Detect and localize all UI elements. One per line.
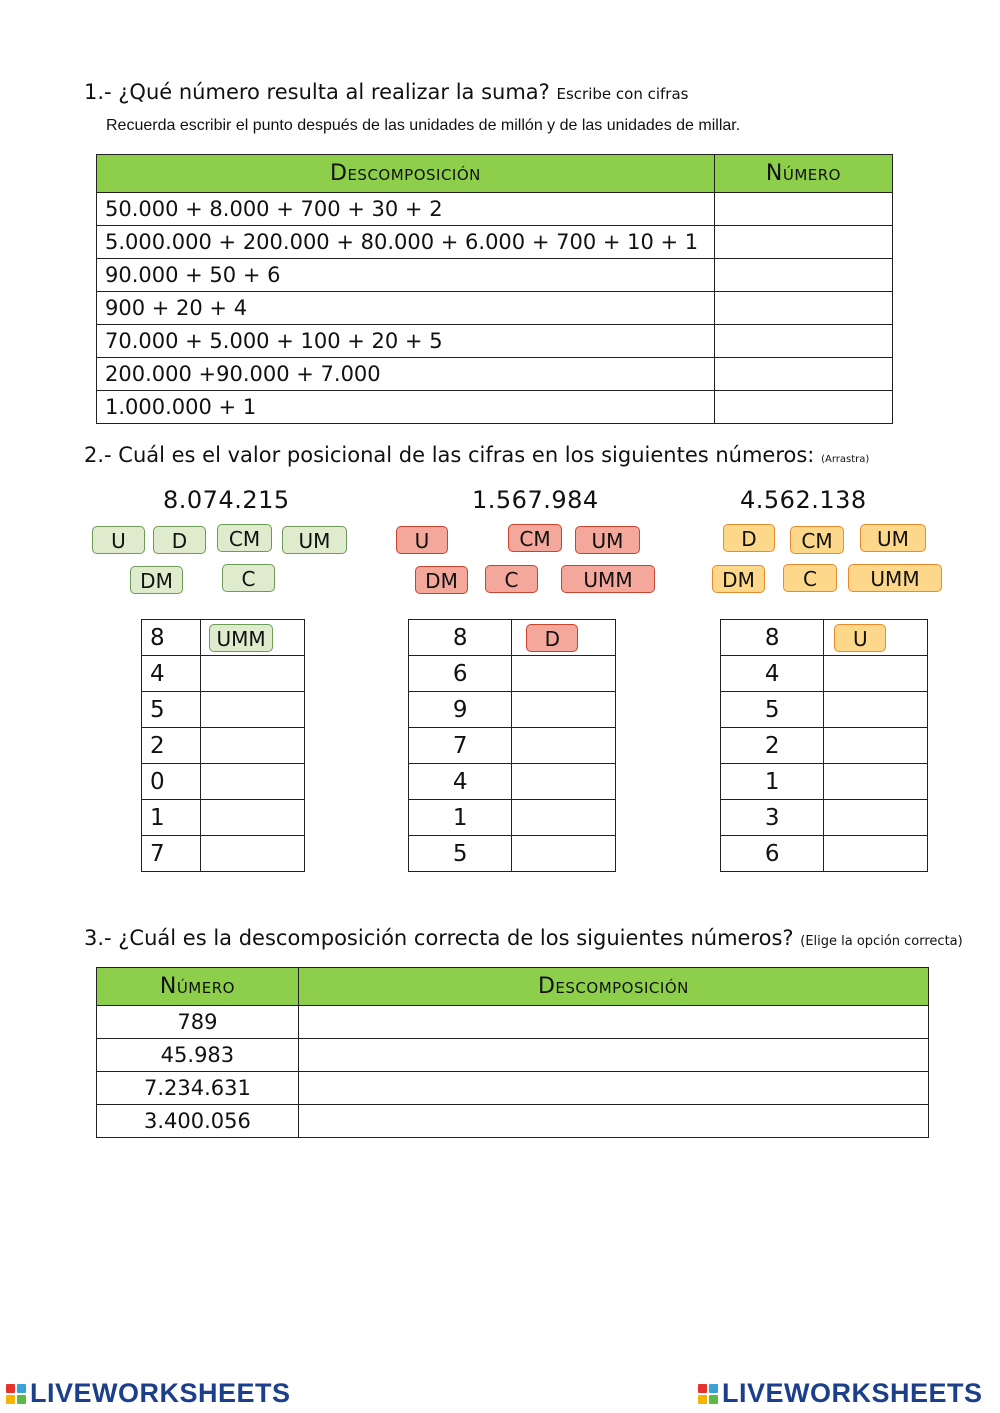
- drag-chip[interactable]: DM: [130, 566, 183, 594]
- brand-logo-right: [698, 1378, 983, 1409]
- drag-chip[interactable]: UM: [575, 526, 640, 554]
- digit-cell: 1: [142, 800, 201, 836]
- q1-title: 1.- ¿Qué número resulta al realizar la suma?: [84, 80, 550, 104]
- table-row: [97, 292, 893, 325]
- drop-slot[interactable]: [201, 728, 305, 764]
- digit-cell: 8: [142, 620, 201, 656]
- drag-chip[interactable]: UM: [282, 526, 347, 554]
- drop-slot[interactable]: [512, 836, 616, 872]
- drop-slot[interactable]: [201, 800, 305, 836]
- drag-chip[interactable]: C: [485, 565, 538, 593]
- table-row: [97, 259, 893, 292]
- drop-slot[interactable]: [201, 692, 305, 728]
- drag-chip[interactable]: UMM: [848, 564, 942, 592]
- drop-slot[interactable]: [824, 620, 928, 656]
- digit-cell: 3: [721, 800, 824, 836]
- q1-header-descomposicion: Descomposición: [97, 155, 715, 193]
- q1-title-row: [84, 80, 688, 104]
- q3-number-cell: 45.983: [97, 1039, 299, 1072]
- drag-chip[interactable]: UMM: [561, 565, 655, 593]
- placed-chip[interactable]: UMM: [209, 624, 272, 652]
- q3-header-numero: Número: [97, 968, 299, 1006]
- q3-choice-select[interactable]: [298, 1039, 928, 1072]
- q1-sum-cell: 900 + 20 + 4: [97, 292, 715, 325]
- q1-answer-input[interactable]: [714, 325, 892, 358]
- q1-sum-cell: 5.000.000 + 200.000 + 80.000 + 6.000 + 700 + 10 + 1: [97, 226, 715, 259]
- drop-slot[interactable]: [512, 764, 616, 800]
- digit-cell: 0: [142, 764, 201, 800]
- drop-slot[interactable]: [512, 656, 616, 692]
- table-row: [97, 193, 893, 226]
- q1-sum-cell: 50.000 + 8.000 + 700 + 30 + 2: [97, 193, 715, 226]
- table-row: [97, 1006, 929, 1039]
- digit-cell: 4: [721, 656, 824, 692]
- q3-number-cell: 789: [97, 1006, 299, 1039]
- digit-cell: 5: [721, 692, 824, 728]
- drag-chip[interactable]: U: [396, 526, 448, 554]
- q1-answer-input[interactable]: [714, 391, 892, 424]
- digit-cell: 7: [409, 728, 512, 764]
- drop-slot[interactable]: [512, 728, 616, 764]
- digit-cell: 8: [409, 620, 512, 656]
- drag-chip[interactable]: CM: [508, 524, 562, 552]
- drop-slot[interactable]: [824, 656, 928, 692]
- table-row: [97, 325, 893, 358]
- digit-cell: 5: [409, 836, 512, 872]
- drag-chip[interactable]: C: [222, 564, 275, 592]
- table-row: [97, 358, 893, 391]
- drop-slot[interactable]: [824, 692, 928, 728]
- q1-hint: Escribe con cifras: [556, 85, 689, 103]
- drop-slot[interactable]: [512, 620, 616, 656]
- drag-chip[interactable]: UM: [860, 524, 926, 552]
- table-row: [97, 1039, 929, 1072]
- q3-choice-select[interactable]: [298, 1072, 928, 1105]
- drop-slot[interactable]: [824, 836, 928, 872]
- digit-cell: 8: [721, 620, 824, 656]
- q2-title: 2.- Cuál es el valor posicional de las cifras en los siguientes números:: [84, 443, 815, 467]
- digit-cell: 4: [142, 656, 201, 692]
- brand-text: LIVEWORKSHEETS: [722, 1378, 983, 1408]
- q3-title-row: [84, 926, 963, 950]
- q3-number-cell: 3.400.056: [97, 1105, 299, 1138]
- digit-cell: 6: [409, 656, 512, 692]
- table-row: [97, 226, 893, 259]
- q2-hint: (Arrastra): [821, 454, 870, 465]
- digit-cell: 1: [721, 764, 824, 800]
- placed-chip[interactable]: U: [834, 624, 886, 652]
- digit-cell: 1: [409, 800, 512, 836]
- q1-table: [96, 154, 893, 424]
- digit-cell: 2: [142, 728, 201, 764]
- drop-slot[interactable]: [201, 620, 305, 656]
- drag-chip[interactable]: CM: [790, 526, 844, 554]
- q1-sum-cell: 200.000 +90.000 + 7.000: [97, 358, 715, 391]
- drop-slot[interactable]: [824, 728, 928, 764]
- drag-chip[interactable]: DM: [712, 565, 765, 593]
- q1-sum-cell: 1.000.000 + 1: [97, 391, 715, 424]
- q2-number-3: 4.562.138: [740, 486, 867, 514]
- table-row: [97, 1072, 929, 1105]
- drag-chip[interactable]: C: [783, 564, 837, 592]
- digit-cell: 6: [721, 836, 824, 872]
- q3-header-descomposicion: Descomposición: [298, 968, 928, 1006]
- q1-header-numero: Número: [714, 155, 892, 193]
- drop-slot[interactable]: [512, 800, 616, 836]
- q3-number-cell: 7.234.631: [97, 1072, 299, 1105]
- drop-slot[interactable]: [201, 656, 305, 692]
- q2-number-2: 1.567.984: [472, 486, 599, 514]
- digit-cell: 5: [142, 692, 201, 728]
- q2-digit-table-2: [408, 619, 616, 872]
- q3-hint: (Elige la opción correcta): [800, 934, 963, 949]
- q1-answer-input[interactable]: [714, 193, 892, 226]
- table-row: [97, 1105, 929, 1138]
- q3-table: [96, 967, 929, 1138]
- drag-chip[interactable]: D: [723, 524, 775, 552]
- drop-slot[interactable]: [512, 692, 616, 728]
- drop-slot[interactable]: [824, 764, 928, 800]
- q3-choice-select[interactable]: [298, 1006, 928, 1039]
- drop-slot[interactable]: [824, 800, 928, 836]
- q1-answer-input[interactable]: [714, 358, 892, 391]
- drop-slot[interactable]: [201, 764, 305, 800]
- liveworksheets-logo-icon: [6, 1384, 26, 1404]
- digit-cell: 9: [409, 692, 512, 728]
- placed-chip[interactable]: D: [526, 624, 578, 652]
- q3-title: 3.- ¿Cuál es la descomposición correcta de los siguientes números?: [84, 926, 794, 950]
- q2-title-row: [84, 443, 869, 467]
- q2-number-1: 8.074.215: [163, 486, 290, 514]
- q1-answer-input[interactable]: [714, 292, 892, 325]
- drop-slot[interactable]: [201, 836, 305, 872]
- q1-answer-input[interactable]: [714, 226, 892, 259]
- q1-sum-cell: 70.000 + 5.000 + 100 + 20 + 5: [97, 325, 715, 358]
- q3-choice-select[interactable]: [298, 1105, 928, 1138]
- digit-cell: 4: [409, 764, 512, 800]
- digit-cell: 2: [721, 728, 824, 764]
- brand-logo-left: [6, 1378, 291, 1409]
- q1-sum-cell: 90.000 + 50 + 6: [97, 259, 715, 292]
- liveworksheets-logo-icon: [698, 1384, 718, 1404]
- table-row: [97, 391, 893, 424]
- digit-cell: 7: [142, 836, 201, 872]
- drag-chip[interactable]: D: [153, 526, 206, 554]
- drag-chip[interactable]: DM: [415, 566, 468, 594]
- q1-answer-input[interactable]: [714, 259, 892, 292]
- drag-chip[interactable]: U: [92, 526, 145, 554]
- q2-digit-table-3: [720, 619, 928, 872]
- q1-note: Recuerda escribir el punto después de las unidades de millón y de las unidades de millar.: [106, 117, 741, 134]
- drag-chip[interactable]: CM: [217, 524, 272, 552]
- q2-digit-table-1: [141, 619, 305, 872]
- brand-text: LIVEWORKSHEETS: [30, 1378, 291, 1408]
